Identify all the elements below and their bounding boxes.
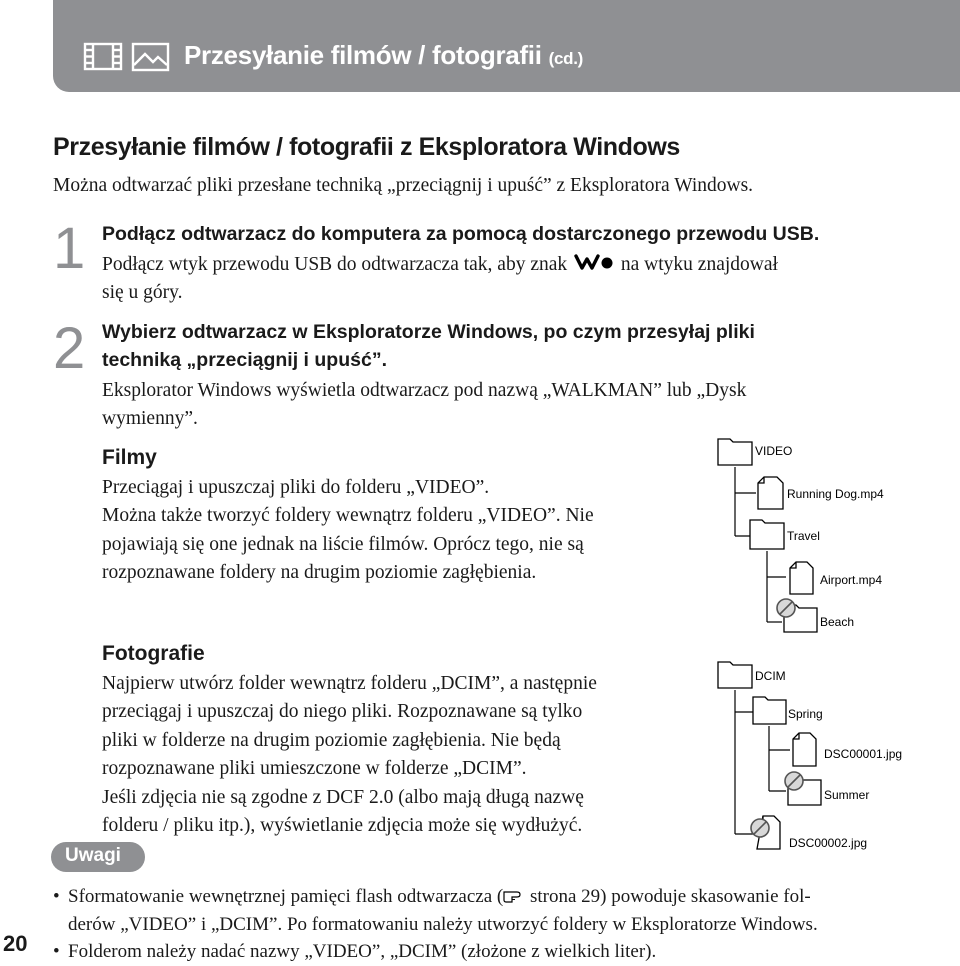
folder-icon [750, 520, 784, 549]
not-allowed-icon [777, 599, 795, 617]
dcim-folder-tree [714, 656, 914, 856]
film-icon [85, 44, 121, 69]
video-folder-tree [714, 432, 914, 636]
notes-badge [51, 842, 145, 872]
section-title: Przesyłanie filmów / fotografii z Eksploratora Windows [53, 133, 680, 161]
step-2-number: 2 [53, 316, 86, 381]
header-title [184, 40, 583, 71]
bullet-icon: • [53, 886, 60, 907]
tree-label: Running Dog.mp4 [787, 487, 884, 501]
notes-label: Uwagi [65, 845, 121, 866]
tree-label: Travel [787, 529, 820, 543]
header-bar [53, 0, 960, 92]
step-1-body-text: Podłącz wtyk przewodu USB do odtwarzacza tak, aby znak [102, 254, 568, 275]
step-2-body-line1: Eksplorator Windows wyświetla odtwarzacz pod nazwą „WALKMAN” lub „Dysk [102, 380, 747, 401]
header-title-suffix: (cd.) [548, 49, 583, 68]
tree-label: DCIM [755, 669, 786, 683]
tree-label: Airport.mp4 [820, 573, 883, 587]
header-title-text: Przesyłanie filmów / fotografii [184, 40, 542, 70]
step-2-title-line1: Wybierz odtwarzacz w Eksploratorze Windows, po czym przesyłaj pliki [102, 321, 755, 343]
file-icon [793, 733, 816, 766]
step-2-body-line2: wymienny”. [102, 408, 198, 429]
folder-icon [718, 439, 752, 465]
note-item-2-text: Folderom należy nadać nazwy „VIDEO”, „DCIM” (złożone z wielkich liter). [68, 941, 657, 962]
photo-icon [133, 44, 168, 70]
not-allowed-icon [751, 819, 769, 837]
step-2-title-line2: techniką „przeciągnij i upuść”. [102, 349, 387, 371]
step-1-body [102, 251, 778, 279]
filmy-heading: Filmy [102, 446, 157, 469]
note-item-1-line1 [68, 883, 811, 911]
step-1-title: Podłącz odtwarzacz do komputera za pomocą dostarczonego przewodu USB. [102, 223, 820, 245]
tree-label: VIDEO [755, 444, 793, 458]
step-1-body-text-end: na wtyku znajdował [620, 254, 778, 275]
header-icons [83, 41, 173, 78]
pointing-hand-icon [503, 888, 525, 904]
tree-label: Beach [820, 615, 855, 629]
bullet-icon: • [53, 941, 60, 962]
file-icon [758, 477, 783, 509]
not-allowed-icon [785, 772, 803, 790]
tree-label: DSC00002.jpg [789, 836, 868, 850]
filmy-text: Przeciągaj i upuszczaj pliki do folderu „VIDEO”. Można także tworzyć foldery wewnątrz folderu „VIDEO”. Nie pojawiają się one jednak na liście filmów. Oprócz tego, nie są rozpoznawane foldery na drugim poziomie zagłębienia. [102, 477, 594, 584]
note-item-1-text-start: Sformatowanie wewnętrznej pamięci flash odtwarzacza ( [68, 886, 504, 907]
step-1-number: 1 [53, 216, 86, 281]
page-number: 20 [3, 931, 28, 956]
fotografie-heading: Fotografie [102, 642, 205, 665]
intro-text: Można odtwarzać pliki przesłane techniką „przeciągnij i upuść” z Eksploratora Windows. [53, 175, 754, 196]
walkman-logo-icon [574, 252, 614, 272]
file-icon [790, 562, 813, 594]
tree-label: Summer [824, 788, 870, 802]
step-1-body-line2: się u góry. [102, 282, 183, 303]
tree-label: Spring [788, 707, 823, 721]
note-item-1-text-end: strona 29) powoduje skasowanie fol- [525, 886, 811, 907]
note-item-1-line2: derów „VIDEO” i „DCIM”. Po formatowaniu należy utworzyć foldery w Eksploratorze Windows. [68, 914, 818, 935]
folder-icon [718, 662, 752, 688]
folder-icon [753, 697, 786, 724]
tree-label: DSC00001.jpg [824, 747, 903, 761]
fotografie-text: Najpierw utwórz folder wewnątrz folderu „DCIM”, a następnie przeciągaj i upuszczaj do niego pliki. Rozpoznawane są tylko pliki w folderze na drugim poziomie zagłębienia. Nie będą rozpoznawane pliki umieszczone w folderze „DCIM”. Jeśli zdjęcia nie są zgodne z DCF 2.0 (albo mają długą nazwę folderu / pliku itp.), wyświetlanie zdjęcia może się wydłużyć. [102, 673, 597, 837]
